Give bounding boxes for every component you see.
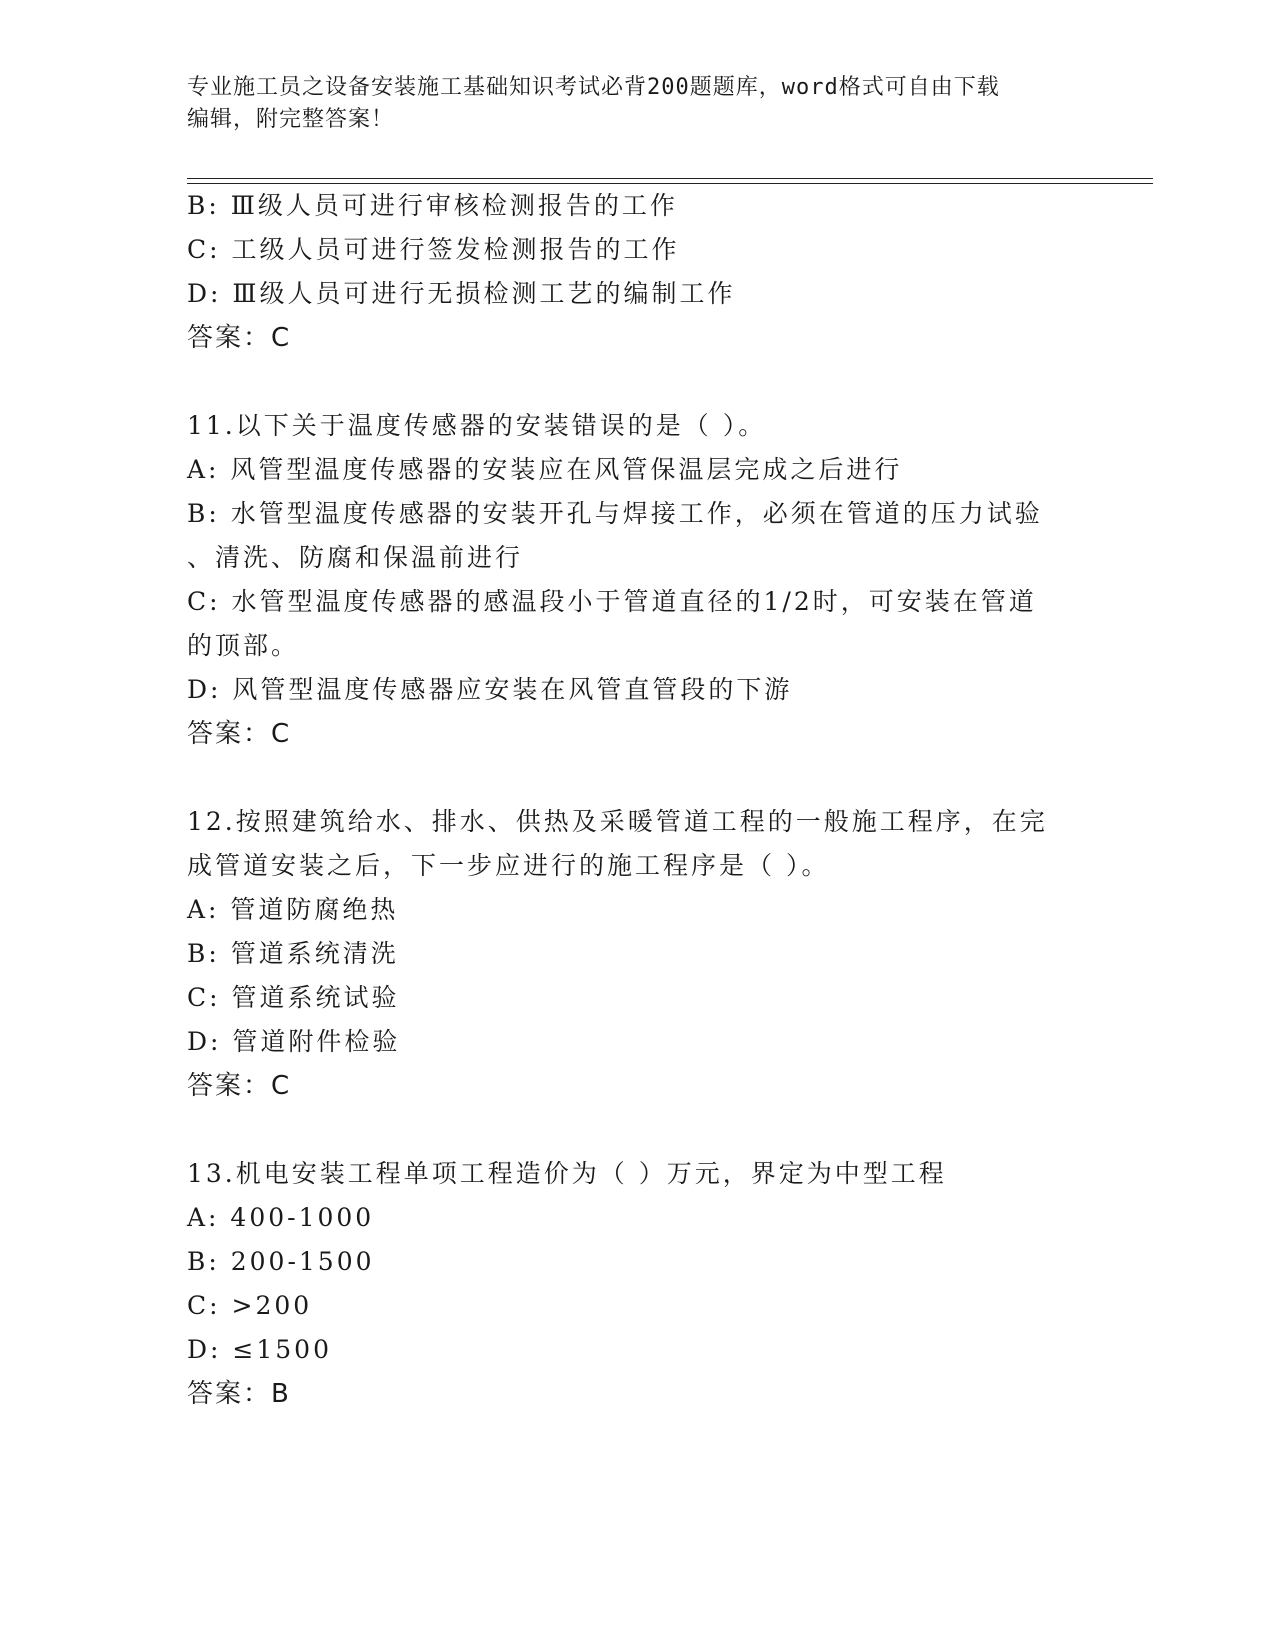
q11-answer: 答案：C <box>187 719 292 749</box>
q13-option-c: C: >200 <box>187 1291 313 1320</box>
q12-option-b: B: 管道系统清洗 <box>187 939 399 968</box>
document-header <box>187 72 1087 136</box>
q12-option-c: C: 管道系统试验 <box>187 983 400 1012</box>
q12-stem-line-2: 成管道安装之后，下一步应进行的施工程序是（ ）。 <box>187 851 830 880</box>
q11-option-c-line-2: 的顶部。 <box>187 631 300 660</box>
q13-option-d: D: ≤1500 <box>187 1335 332 1364</box>
q10-option-d: D: Ⅲ级人员可进行无损检测工艺的编制工作 <box>187 279 736 308</box>
header-divider-top <box>187 178 1153 179</box>
q11-option-c-line-1: C: 水管型温度传感器的感温段小于管道直径的1/2时，可安装在管道 <box>187 587 1037 616</box>
q12-stem-line-1: 12.按照建筑给水、排水、供热及采暖管道工程的一般施工程序，在完 <box>187 807 1048 836</box>
q10-option-c: C: 工级人员可进行签发检测报告的工作 <box>187 235 680 264</box>
q12-option-a: A: 管道防腐绝热 <box>187 895 399 924</box>
q12-option-d: D: 管道附件检验 <box>187 1027 401 1056</box>
q13-answer: 答案：B <box>187 1379 291 1409</box>
q11-option-b-line-2: 、清洗、防腐和保温前进行 <box>187 543 524 572</box>
q11-option-d: D: 风管型温度传感器应安装在风管直管段的下游 <box>187 675 793 704</box>
q13-option-a: A: 400-1000 <box>187 1203 375 1232</box>
q10-option-b: B: Ⅲ级人员可进行审核检测报告的工作 <box>187 191 678 220</box>
q11-option-b-line-1: B: 水管型温度传感器的安装开孔与焊接工作，必须在管道的压力试验 <box>187 499 1043 528</box>
header-title-line-2: 编辑，附完整答案！ <box>187 107 395 132</box>
q11-stem: 11.以下关于温度传感器的安装错误的是（ ）。 <box>187 411 767 440</box>
q10-answer: 答案：C <box>187 323 292 353</box>
header-title-line-1: 专业施工员之设备安装施工基础知识考试必背200题题库，word格式可自由下载 <box>187 75 1000 100</box>
q13-option-b: B: 200-1500 <box>187 1247 375 1276</box>
q12-answer: 答案：C <box>187 1071 292 1101</box>
header-divider-bottom <box>187 183 1153 184</box>
q11-option-a: A: 风管型温度传感器的安装应在风管保温层完成之后进行 <box>187 455 903 484</box>
q13-stem: 13.机电安装工程单项工程造价为（ ）万元，界定为中型工程 <box>187 1159 947 1188</box>
